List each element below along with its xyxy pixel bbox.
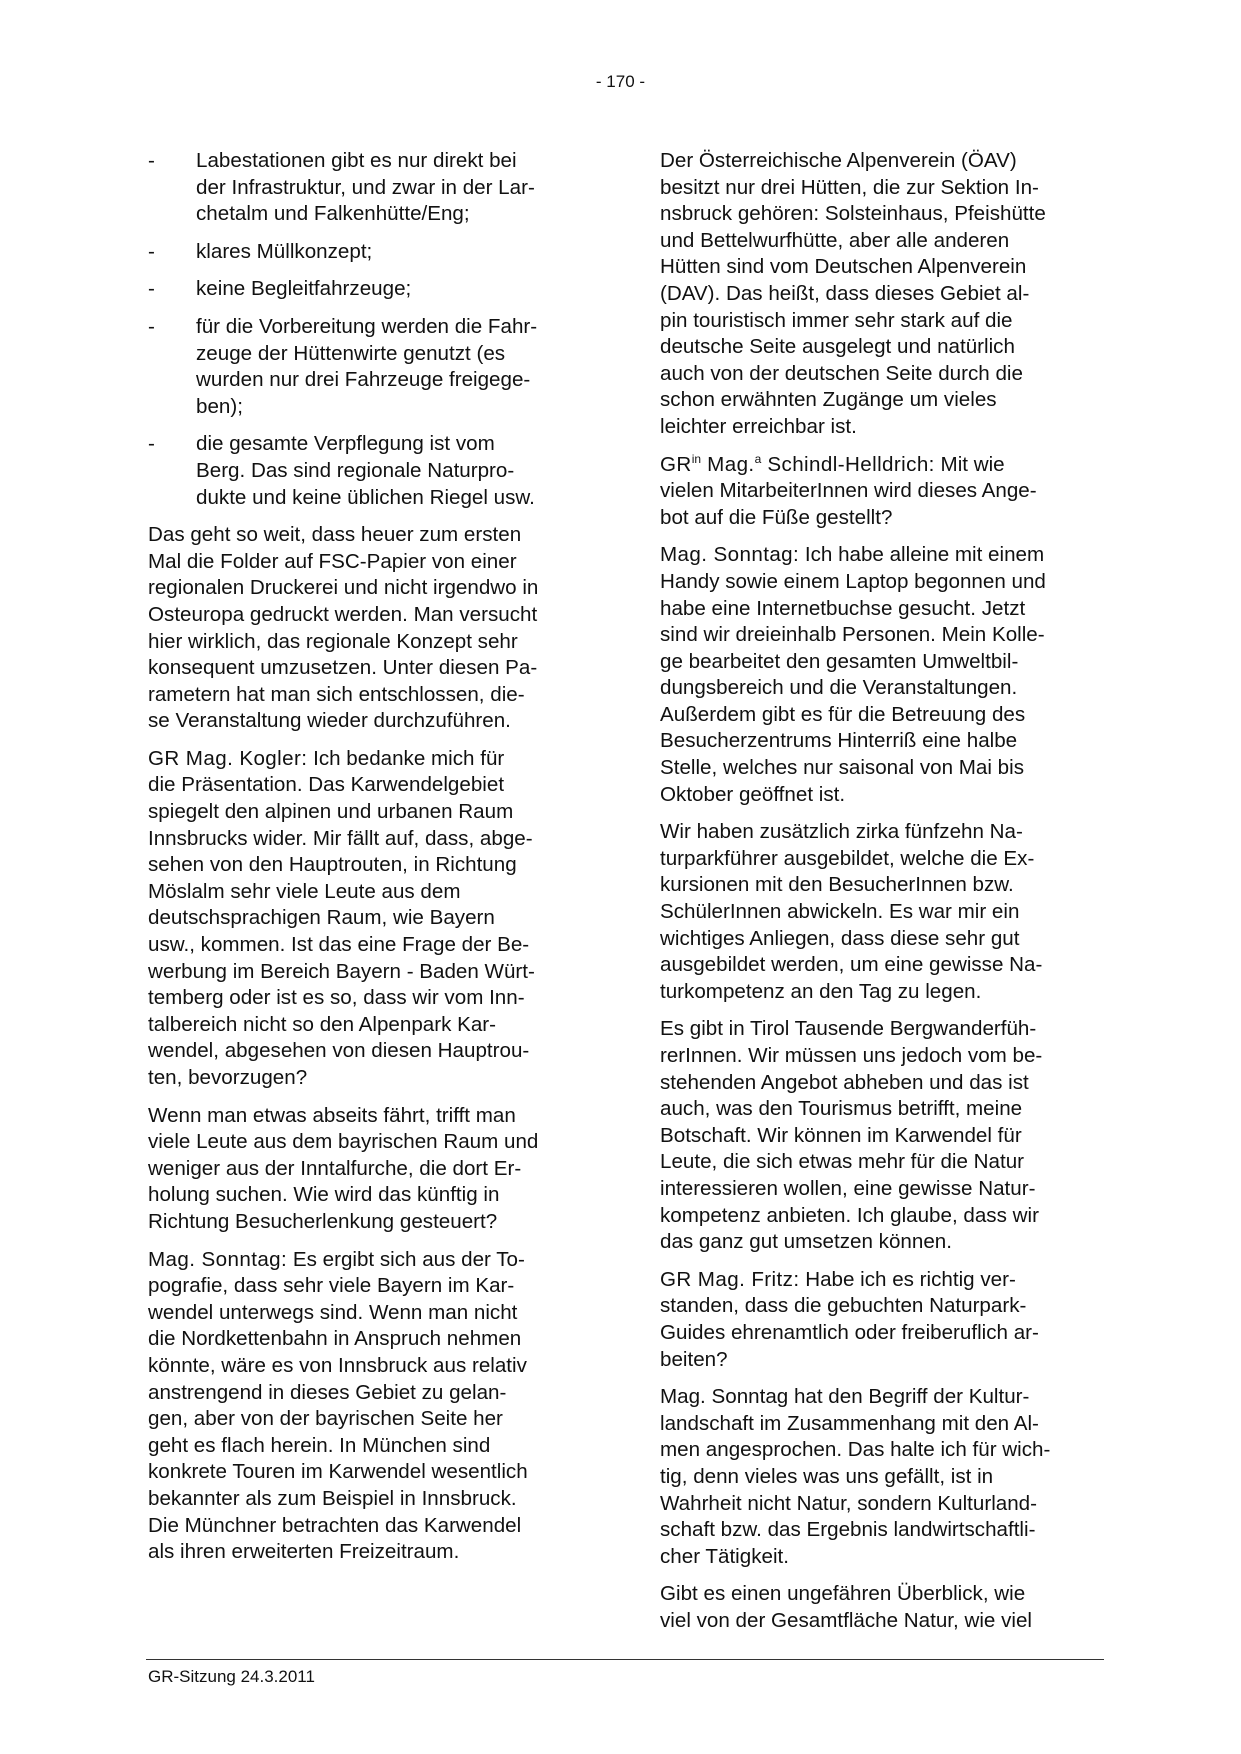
paragraph	[660, 1016, 1102, 1255]
bullet-dash: -	[148, 239, 155, 263]
paragraph	[660, 1384, 1102, 1570]
text-line: konkrete Touren im Karwendel wesentlich	[148, 1460, 528, 1484]
text-line: usw., kommen. Ist das eine Frage der Be-	[148, 933, 530, 957]
text-line: Besucherzentrums Hinterriß eine halbe	[660, 729, 1018, 753]
text-line: Wahrheit nicht Natur, sondern Kulturland-	[660, 1491, 1037, 1515]
text-line: wurden nur drei Fahrzeuge freigege-	[196, 368, 531, 392]
text-line: ge bearbeitet den gesamten Umweltbil-	[660, 649, 1019, 673]
text-line: wendel unterwegs sind. Wenn man nicht	[148, 1300, 518, 1324]
list-item-text	[196, 432, 535, 508]
text-line: se Veranstaltung wieder durchzuführen.	[148, 709, 511, 733]
text-line: Mag. Sonntag hat den Begriff der Kultur-	[660, 1385, 1030, 1409]
paragraph	[148, 1247, 588, 1566]
superscript: in	[691, 451, 702, 466]
text-line: die Nordkettenbahn in Anspruch nehmen	[148, 1327, 522, 1351]
speaker-name: GR Mag. Kogler:	[148, 746, 308, 770]
text-line: Guides ehrenamtlich oder freiberuflich ar-	[660, 1320, 1039, 1344]
text-line: keine Begleitfahrzeuge;	[196, 277, 412, 301]
paragraph	[660, 148, 1102, 441]
bullet-dash: -	[148, 432, 155, 456]
text-line: Außerdem gibt es für die Betreuung des	[660, 702, 1026, 726]
paragraph	[148, 1103, 588, 1236]
text-line: Wir haben zusätzlich zirka fünfzehn Na-	[660, 820, 1023, 844]
text-line: Stelle, welches nur saisonal von Mai bis	[660, 756, 1025, 780]
text-line: hier wirklich, das regionale Konzept sehr	[148, 629, 518, 653]
text-line: Es gibt in Tirol Tausende Bergwanderfüh-	[660, 1017, 1037, 1041]
right-column	[660, 148, 1102, 1645]
text-line: tig, denn vieles was uns gefällt, ist in	[660, 1464, 994, 1488]
paragraph	[660, 1267, 1102, 1373]
text-line: die Präsentation. Das Karwendelgebiet	[148, 773, 505, 797]
page-number: - 170 -	[595, 72, 646, 91]
text-line: als ihren erweiterten Freizeitraum.	[148, 1540, 460, 1564]
text-line: leichter erreichbar ist.	[660, 414, 857, 438]
text-line: vielen MitarbeiterInnen wird dieses Ange-	[660, 479, 1037, 503]
list-item	[148, 148, 588, 228]
text-line: schaft bzw. das Ergebnis landwirtschaftli-	[660, 1518, 1036, 1542]
paragraph	[660, 452, 1102, 532]
text-line: konsequent umzusetzen. Unter diesen Pa-	[148, 656, 538, 680]
text-line: Gibt es einen ungefähren Überblick, wie	[660, 1582, 1026, 1606]
right-paragraphs	[660, 148, 1102, 1634]
text-line: rerInnen. Wir müssen uns jedoch vom be-	[660, 1044, 1043, 1067]
text-line: anstrengend in dieses Gebiet zu gelan-	[148, 1380, 507, 1404]
text-line: gen, aber von der bayrischen Seite her	[148, 1407, 503, 1431]
text-line: ausgebildet werden, um eine gewisse Na-	[660, 953, 1043, 977]
text-line: Möslalm sehr viele Leute aus dem	[148, 879, 461, 903]
text-line: viel von der Gesamtfläche Natur, wie viel	[660, 1608, 1032, 1632]
text-line: Mit wie	[934, 452, 1005, 476]
text-line: SchülerInnen abwickeln. Es war mir ein	[660, 900, 1020, 924]
text-line: und Bettelwurfhütte, aber alle anderen	[660, 228, 1010, 252]
text-line: Richtung Besucherlenkung gesteuert?	[148, 1209, 498, 1233]
list-item-text	[196, 315, 537, 418]
footer-divider	[146, 1659, 1104, 1660]
text-line: nsbruck gehören: Solsteinhaus, Pfeishütte	[660, 202, 1046, 226]
text-line: auch von der deutschen Seite durch die	[660, 361, 1023, 385]
text-line: für die Vorbereitung werden die Fahr-	[196, 314, 538, 338]
text-line: Das geht so weit, dass heuer zum ersten	[148, 523, 522, 547]
text-line: men angesprochen. Das halte ich für wich-	[660, 1438, 1051, 1462]
list-item	[148, 314, 588, 420]
text-line: dungsbereich und die Veranstaltungen.	[660, 676, 1018, 700]
text-line: Hütten sind vom Deutschen Alpenverein	[660, 255, 1027, 279]
text-line: dukte und keine üblichen Riegel usw.	[196, 485, 535, 509]
text-line: schon erwähnten Zugänge um vieles	[660, 388, 997, 412]
paragraph	[148, 746, 588, 1092]
text-line: kompetenz anbieten. Ich glaube, dass wir	[660, 1203, 1039, 1227]
left-paragraphs	[148, 522, 588, 1566]
text-line: bekannter als zum Beispiel in Innsbruck.	[148, 1486, 517, 1510]
text-line: landschaft im Zusammenhang mit den Al-	[660, 1411, 1039, 1435]
speaker-name: GR Mag. Fritz:	[660, 1267, 800, 1291]
text-line: sehen von den Hauptrouten, in Richtung	[148, 853, 517, 877]
text-line: beiten?	[660, 1347, 728, 1371]
text-line: das ganz gut umsetzen können.	[660, 1230, 952, 1254]
text-line: weniger aus der Inntalfurche, die dort Er-	[148, 1156, 522, 1180]
text-line: besitzt nur drei Hütten, die zur Sektion In-	[660, 175, 1039, 199]
text-line: spiegelt den alpinen und urbanen Raum	[148, 800, 514, 824]
text-line: Es ergibt sich aus der To-	[287, 1247, 525, 1271]
text-line: deutschsprachigen Raum, wie Bayern	[148, 906, 495, 930]
text-line: Handy sowie einem Laptop begonnen und	[660, 569, 1046, 593]
footer-session-date: GR-Sitzung 24.3.2011	[148, 1667, 315, 1686]
text-line: ben);	[196, 394, 243, 418]
text-line: rametern hat man sich entschlossen, die-	[148, 682, 525, 706]
text-line: interessieren wollen, eine gewisse Natur-	[660, 1176, 1036, 1200]
text-line: Wenn man etwas abseits fährt, trifft man	[148, 1103, 516, 1127]
text-line: deutsche Seite ausgelegt und natürlich	[660, 335, 1015, 359]
left-column	[148, 148, 588, 1577]
text-line: Der Österreichische Alpenverein (ÖAV)	[660, 149, 1017, 172]
paragraph	[660, 1581, 1102, 1634]
list-item	[148, 431, 588, 511]
text-line: Ich habe alleine mit einem	[799, 543, 1045, 567]
list-item-text	[196, 277, 411, 300]
text-line: der Infrastruktur, und zwar in der Lar-	[196, 175, 535, 199]
bullet-dash: -	[148, 314, 155, 338]
text-line: werbung im Bereich Bayern - Baden Würt-	[148, 959, 535, 983]
speaker-name: Mag.	[701, 452, 755, 476]
speaker-name: Mag. Sonntag:	[148, 1247, 288, 1271]
list-item-text	[196, 240, 372, 263]
speaker-name: Schindl-Helldrich:	[761, 452, 935, 476]
text-line: chetalm und Falkenhütte/Eng;	[196, 202, 470, 226]
paragraph	[660, 819, 1102, 1005]
text-line: turparkführer ausgebildet, welche die Ex-	[660, 846, 1035, 870]
text-line: Berg. Das sind regionale Naturpro-	[196, 458, 515, 482]
text-line: cher Tätigkeit.	[660, 1544, 789, 1568]
text-line: (DAV). Das heißt, dass dieses Gebiet al-	[660, 281, 1030, 305]
paragraph	[660, 542, 1102, 808]
text-line: habe eine Internetbuchse gesucht. Jetzt	[660, 596, 1026, 620]
list-item	[148, 276, 588, 303]
text-line: stehenden Angebot abheben und das ist	[660, 1070, 1029, 1094]
text-line: zeuge der Hüttenwirte genutzt (es	[196, 341, 506, 365]
text-line: talbereich nicht so den Alpenpark Kar-	[148, 1012, 497, 1036]
text-line: viele Leute aus dem bayrischen Raum und	[148, 1130, 539, 1154]
text-line: Habe ich es richtig ver-	[799, 1267, 1016, 1291]
superscript: a	[754, 451, 762, 466]
bullet-dash: -	[148, 149, 155, 172]
text-line: klares Müllkonzept;	[196, 239, 373, 263]
text-line: standen, dass die gebuchten Naturpark-	[660, 1294, 1027, 1318]
text-line: sind wir dreieinhalb Personen. Mein Kolle-	[660, 623, 1045, 647]
text-line: Innsbrucks wider. Mir fällt auf, dass, abge-	[148, 826, 533, 850]
text-line: Leute, die sich etwas mehr für die Natur	[660, 1150, 1025, 1174]
text-line: Mal die Folder auf FSC-Papier von einer	[148, 549, 517, 573]
text-line: Botschaft. Wir können im Karwendel für	[660, 1123, 1022, 1147]
text-line: geht es flach herein. In München sind	[148, 1433, 491, 1457]
text-line: die gesamte Verpflegung ist vom	[196, 432, 495, 456]
text-line: Ich bedanke mich für	[307, 746, 505, 770]
text-line: turkompetenz an den Tag zu legen.	[660, 979, 982, 1003]
text-line: regionalen Druckerei und nicht irgendwo in	[148, 576, 539, 600]
paragraph	[148, 522, 588, 735]
text-line: Die Münchner betrachten das Karwendel	[148, 1513, 522, 1537]
text-line: kursionen mit den BesucherInnen bzw.	[660, 873, 1014, 897]
text-line: bot auf die Füße gestellt?	[660, 505, 893, 529]
text-line: pin touristisch immer sehr stark auf die	[660, 308, 1013, 332]
text-line: wichtiges Anliegen, dass diese sehr gut	[660, 926, 1020, 950]
speaker-name: GR	[660, 452, 692, 476]
text-line: könnte, wäre es von Innsbruck aus relativ	[148, 1353, 527, 1377]
bullet-dash: -	[148, 277, 155, 301]
text-line: temberg oder ist es so, dass wir vom Inn-	[148, 986, 525, 1010]
list-item-text	[196, 149, 535, 225]
text-line: pografie, dass sehr viele Bayern im Kar-	[148, 1274, 515, 1298]
text-line: Osteuropa gedruckt werden. Man versucht	[148, 602, 538, 626]
bullet-list	[148, 148, 588, 511]
speaker-name: Mag. Sonntag:	[660, 543, 800, 567]
text-line: Oktober geöffnet ist.	[660, 782, 846, 806]
text-line: auch, was den Tourismus betrifft, meine	[660, 1097, 1023, 1121]
text-line: ten, bevorzugen?	[148, 1066, 308, 1089]
text-line: wendel, abgesehen von diesen Hauptrou-	[148, 1039, 530, 1063]
text-line: Labestationen gibt es nur direkt bei	[196, 149, 517, 172]
text-line: holung suchen. Wie wird das künftig in	[148, 1183, 500, 1207]
list-item	[148, 239, 588, 266]
